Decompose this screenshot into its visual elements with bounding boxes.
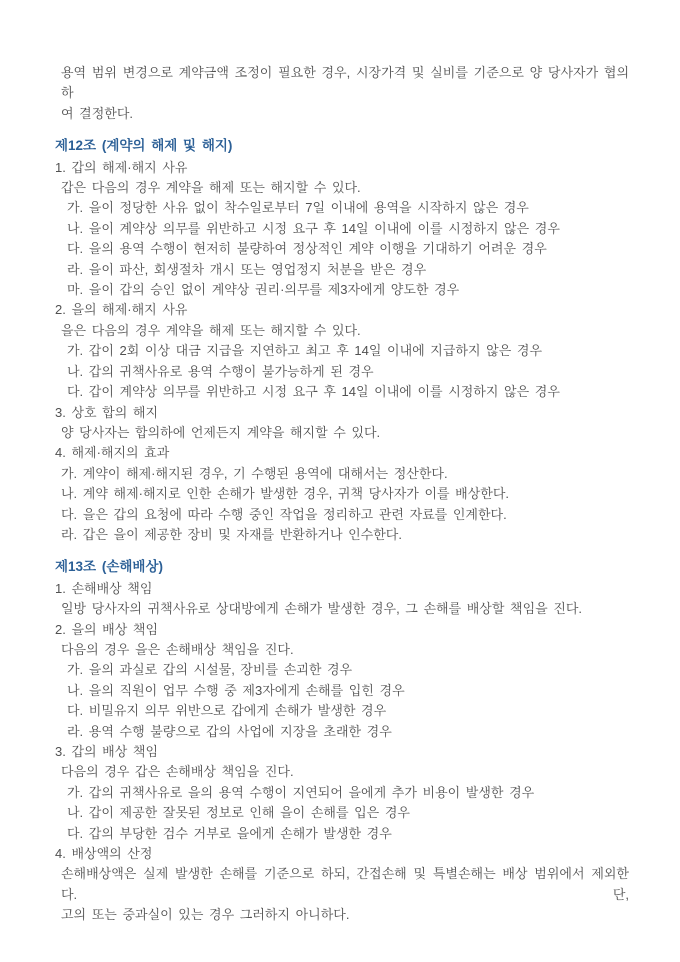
document-line: 2. 을의 배상 책임 — [55, 621, 159, 637]
section-article-13 — [55, 557, 629, 925]
article-12-body — [55, 158, 629, 546]
document-line: 다음의 경우 을은 손해배상 책임을 진다. — [61, 641, 294, 657]
document-line: 마. 을이 갑의 승인 없이 계약상 권리·의무를 제3자에게 양도한 경우 — [67, 282, 460, 298]
article-13-body — [55, 579, 629, 926]
document-line: 나. 을이 계약상 의무를 위반하고 시정 요구 후 14일 이내에 이를 시정하지 않은 경우 — [67, 220, 560, 236]
section-article-12 — [55, 136, 629, 545]
document-line: 1. 갑의 해제·해지 사유 — [55, 159, 188, 175]
article-13-heading: 제13조 (손해배상) — [55, 559, 164, 575]
article-12-heading: 제12조 (계약의 해제 및 해지) — [55, 138, 233, 154]
document-line: 나. 갑이 제공한 잘못된 정보로 인해 을이 손해를 입은 경우 — [67, 805, 410, 821]
document-line: 2. 을의 해제·해지 사유 — [55, 302, 188, 318]
document-line: 가. 갑이 2회 이상 대금 지급을 지연하고 최고 후 14일 이내에 지급하지 않은 경우 — [67, 343, 542, 359]
document-line: 다. 비밀유지 의무 위반으로 갑에게 손해가 발생한 경우 — [67, 703, 387, 719]
document-line: 갑은 다음의 경우 계약을 해제 또는 해지할 수 있다. — [61, 180, 361, 196]
document-line: 다음의 경우 갑은 손해배상 책임을 진다. — [61, 764, 294, 780]
document-line: 다. 을의 용역 수행이 현저히 불량하여 정상적인 계약 이행을 기대하기 어려운 경우 — [67, 241, 547, 257]
document-line: 일방 당사자의 귀책사유로 상대방에게 손해가 발생한 경우, 그 손해를 배상할 책임을 진다. — [61, 601, 583, 617]
document-line: 3. 상호 합의 해지 — [55, 404, 159, 420]
document-line: 4. 해제·해지의 효과 — [55, 445, 170, 461]
document-line: 다. 갑이 계약상 의무를 위반하고 시정 요구 후 14일 이내에 이를 시정하지 않은 경우 — [67, 384, 560, 400]
document-line: 라. 을이 파산, 회생절차 개시 또는 영업정지 처분을 받은 경우 — [67, 261, 427, 277]
document-line: 3. 갑의 배상 책임 — [55, 744, 159, 759]
document-line: 4. 배상액의 산정 — [55, 846, 153, 862]
document-line: 가. 갑의 귀책사유로 을의 용역 수행이 지연되어 을에게 추가 비용이 발생한 경우 — [67, 784, 535, 800]
document-line: 가. 을이 정당한 사유 없이 착수일로부터 7일 이내에 용역을 시작하지 않은 경우 — [67, 200, 529, 216]
document-line: 라. 갑은 을이 제공한 장비 및 자재를 반환하거나 인수한다. — [61, 526, 402, 542]
document-line: 가. 을의 과실로 갑의 시설물, 장비를 손괴한 경우 — [67, 662, 353, 678]
document-line: 1. 손해배상 책임 — [55, 580, 153, 596]
document-line: 나. 갑의 귀책사유로 용역 수행이 불가능하게 된 경우 — [67, 363, 374, 379]
document-line: 을은 다음의 경우 계약을 해제 또는 해지할 수 있다. — [61, 322, 361, 338]
document-line: 가. 계약이 해제·해지된 경우, 기 수행된 용역에 대해서는 정산한다. — [61, 465, 448, 481]
document-line: 나. 을의 직원이 업무 수행 중 제3자에게 손해를 입힌 경우 — [67, 682, 405, 698]
document-line: 손해배상액은 실제 발생한 손해를 기준으로 하되, 간접손해 및 특별손해는 배상 범위에서 제외한다. 단, — [61, 866, 629, 902]
document-line: 고의 또는 중과실이 있는 경우 그러하지 아니하다. — [61, 907, 350, 923]
document-line: 나. 계약 해제·해지로 인한 손해가 발생한 경우, 귀책 당사자가 이를 배상한다. — [61, 486, 510, 502]
document-line: 다. 갑의 부당한 검수 거부로 을에게 손해가 발생한 경우 — [67, 825, 392, 841]
document-content — [55, 63, 629, 926]
document-line: 여 결정한다. — [61, 105, 134, 121]
document-line: 용역 범위 변경으로 계약금액 조정이 필요한 경우, 시장가격 및 실비를 기준으로 양 당사자가 협의하 — [61, 65, 629, 101]
document-line: 양 당사자는 합의하에 언제든지 계약을 해지할 수 있다. — [61, 424, 381, 440]
intro-paragraph — [55, 63, 629, 124]
document-line: 다. 을은 갑의 요청에 따라 수행 중인 작업을 정리하고 관련 자료를 인계한다. — [61, 506, 507, 522]
document-line: 라. 용역 수행 불량으로 갑의 사업에 지장을 초래한 경우 — [67, 723, 392, 739]
